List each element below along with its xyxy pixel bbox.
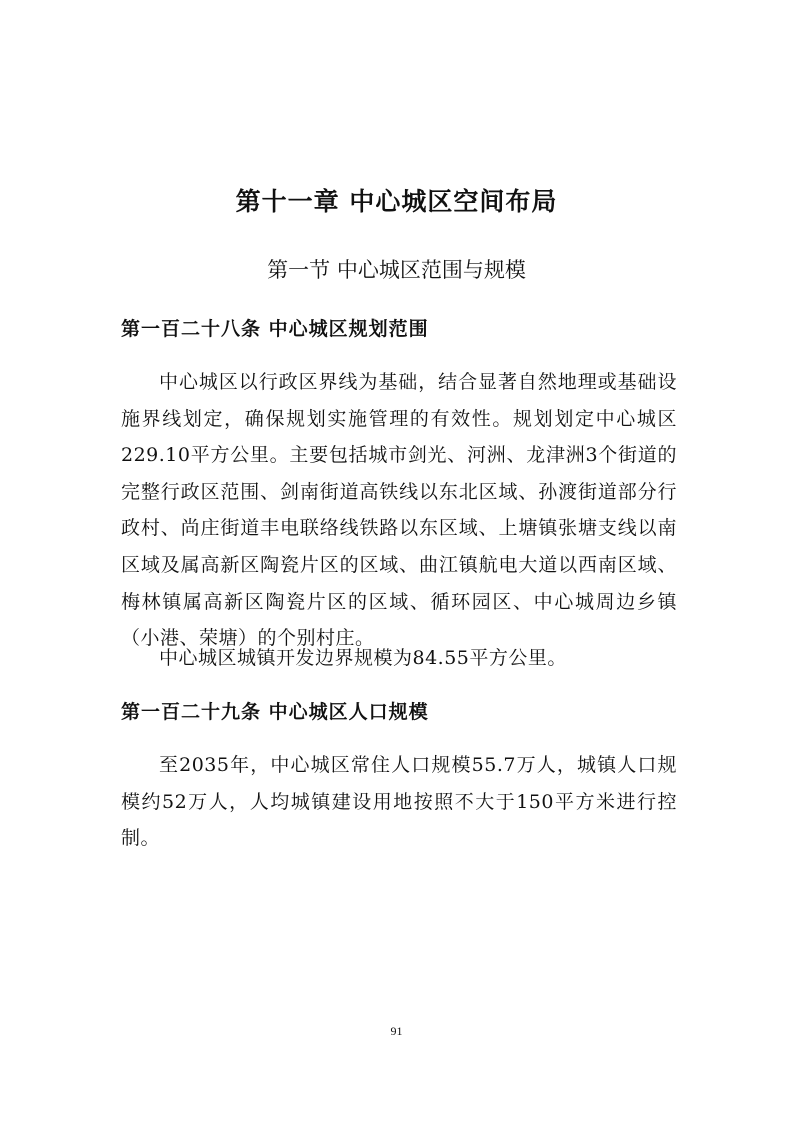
body-paragraph: 中心城区以行政区界线为基础，结合显著自然地理或基础设施界线划定，确保规划实施管理的有效性。规划划定中心城区229.10平方公里。主要包括城市剑光、河洲、龙津洲3个街道的完整行政区范围、剑南街道高铁线以东北区域、孙渡街道部分行政村、尚庄街道丰电联络线铁路以东区域、上塘镇张塘支线以南区域及属高新区陶瓷片区的区域、曲江镇航电大道以西南区域、梅林镇属高新区陶瓷片区的区域、循环园区、中心城周边乡镇（小港、荣塘）的个别村庄。	[121, 371, 677, 650]
section-title: 第一节 中心城区范围与规模	[267, 258, 526, 282]
page-number: 91	[390, 1024, 403, 1038]
body-paragraph: 中心城区城镇开发边界规模为84.55平方公里。	[159, 647, 567, 669]
body-paragraph: 至2035年，中心城区常住人口规模55.7万人，城镇人口规模约52万人，人均城镇建设用地按照不大于150平方米进行控制。	[121, 754, 677, 850]
chapter-title: 第十一章 中心城区空间布局	[235, 187, 558, 216]
article-title: 第一百二十九条 中心城区人口规模	[121, 701, 429, 723]
article-title: 第一百二十八条 中心城区规划范围	[121, 318, 429, 340]
